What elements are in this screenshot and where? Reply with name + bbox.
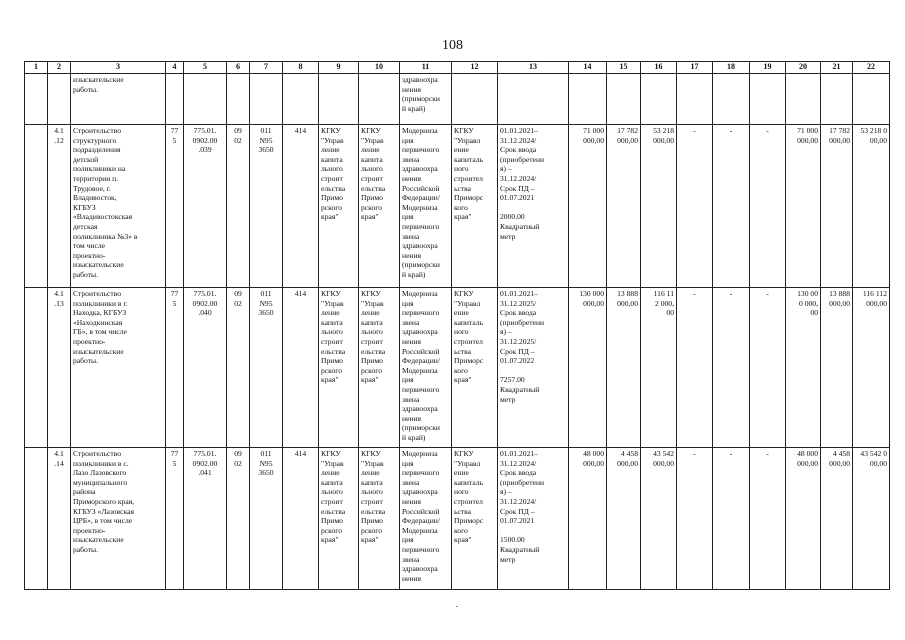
table-cell: 53 218 0 00,00	[853, 125, 890, 288]
table-cell: 130 000 000,00	[569, 288, 607, 448]
table-cell: здравоохра нения (приморски й край)	[400, 74, 452, 125]
table-cell: -	[750, 288, 786, 448]
table-cell: КГКУ "Управ ление капита льного строит ельства Примо рского края"	[359, 125, 400, 288]
table-cell: 414	[283, 448, 319, 590]
header-cell: 12	[452, 62, 498, 74]
header-cell: 21	[821, 62, 853, 74]
header-cell: 15	[607, 62, 641, 74]
table-cell: -	[713, 448, 750, 590]
table-row	[25, 288, 890, 448]
table-cell	[250, 74, 283, 125]
table-cell: -	[677, 448, 713, 590]
table-cell	[853, 74, 890, 125]
header-cell: 6	[227, 62, 250, 74]
table-cell: 01.01.2021– 31.12.2024/ Срок ввода (приобретени я) – 31.12.2024/ Срок ПД – 01.07.2021 2000.00 Квадратный метр	[498, 125, 569, 288]
table-cell: -	[713, 288, 750, 448]
table-cell: 775.01. 0902.00 .041	[184, 448, 227, 590]
table-cell	[569, 74, 607, 125]
header-cell: 13	[498, 62, 569, 74]
table-body	[25, 74, 890, 590]
table-cell	[25, 288, 48, 448]
table-cell: 09 02	[227, 288, 250, 448]
header-cell: 14	[569, 62, 607, 74]
table-cell: Модерниза ция первичного звена здравоохра нения Российской Федерации/ Модерниза ция первичного звена здравоохра нения (приморски й край)	[400, 288, 452, 448]
header-cell: 22	[853, 62, 890, 74]
table-cell: КГКУ "Управ ление капита льного строит ельства Примо рского края"	[359, 288, 400, 448]
table-cell	[821, 74, 853, 125]
table-cell	[677, 74, 713, 125]
table-cell: КГКУ "Управ ление капита льного строит ельства Примо рского края"	[319, 125, 359, 288]
table-cell: 414	[283, 125, 319, 288]
table-cell	[319, 74, 359, 125]
table-row	[25, 125, 890, 288]
table-cell: 17 782 000,00	[821, 125, 853, 288]
table-cell: 77 5	[166, 288, 184, 448]
table-cell: 43 542 0 00,00	[853, 448, 890, 590]
table-cell: Строительство поликлиники в г. Находка, КГБУЗ «Находкинская ГБ», в том числе проектно- изыскательские работы.	[71, 288, 166, 448]
table-row	[25, 74, 890, 125]
table-cell: Модерниза ция первичного звена здравоохра нения Российской Федерации/ Модерниза ция первичного звена здравоохра нения	[400, 448, 452, 590]
budget-table	[24, 61, 890, 590]
header-cell: 2	[48, 62, 71, 74]
table-cell	[750, 74, 786, 125]
table-cell: Строительство структурного подразделения детской поликлиники на территории п. Трудовое, г. Владивосток, КГБУЗ «Владивостокская детская поликлиника №3» в том числе проектно- изыскательские работы.	[71, 125, 166, 288]
table-cell: 775.01. 0902.00 .039	[184, 125, 227, 288]
table-cell: 53 218 000,00	[641, 125, 677, 288]
table-cell: КГКУ "Управ ление капита льного строит ельства Примо рского края"	[319, 448, 359, 590]
table-cell: -	[677, 288, 713, 448]
table-cell: 011 N95 3650	[250, 125, 283, 288]
table-cell	[25, 125, 48, 288]
scan-artifact	[456, 606, 458, 607]
header-row	[25, 62, 890, 74]
table-cell: 17 782 000,00	[607, 125, 641, 288]
header-cell: 7	[250, 62, 283, 74]
table-cell	[166, 74, 184, 125]
table-cell: 4.1 .14	[48, 448, 71, 590]
table-cell	[498, 74, 569, 125]
header-cell: 9	[319, 62, 359, 74]
table-cell	[25, 74, 48, 125]
table-cell	[641, 74, 677, 125]
table-cell: 09 02	[227, 125, 250, 288]
table-cell: КГКУ "Управ ление капита льного строит ельства Примо рского края"	[359, 448, 400, 590]
header-cell: 10	[359, 62, 400, 74]
table-cell	[283, 74, 319, 125]
table-cell: -	[750, 125, 786, 288]
table-cell	[227, 74, 250, 125]
table-cell: 71 000 000,00	[786, 125, 821, 288]
table-cell: 48 000 000,00	[569, 448, 607, 590]
table-cell: 13 888 000,00	[607, 288, 641, 448]
table-cell: КГКУ "Управ ление капита льного строит ельства Примо рского края"	[319, 288, 359, 448]
table-cell: 011 N95 3650	[250, 288, 283, 448]
table-cell: 4 458 000,00	[607, 448, 641, 590]
table-cell: изыскательские работы.	[71, 74, 166, 125]
table-cell: Строительство поликлиники в с. Лазо Лазовского муниципального района Приморского края, КГБУЗ «Лазовская ЦРБ», в том числе проектно- изыскательские работы.	[71, 448, 166, 590]
table-cell: КГКУ "Управл ение капиталь ного строител ьства Приморс кого края"	[452, 448, 498, 590]
table-cell: 77 5	[166, 125, 184, 288]
table-cell	[25, 448, 48, 590]
table-cell: 4.1 .12	[48, 125, 71, 288]
table-cell	[607, 74, 641, 125]
table-cell: 09 02	[227, 448, 250, 590]
table-cell: 775.01. 0902.00 .040	[184, 288, 227, 448]
table-cell	[184, 74, 227, 125]
table-cell	[359, 74, 400, 125]
header-cell: 17	[677, 62, 713, 74]
table-cell	[48, 74, 71, 125]
table-cell: Модерниза ция первичного звена здравоохра нения Российской Федерации/ Модерниза ция первичного звена здравоохра нения (приморски й край)	[400, 125, 452, 288]
table-cell: 01.01.2021– 31.12.2025/ Срок ввода (приобретени я) – 31.12.2025/ Срок ПД – 01.07.2022 7257.00 Квадратный метр	[498, 288, 569, 448]
table-cell: 4 458 000,00	[821, 448, 853, 590]
table-cell: 011 N95 3650	[250, 448, 283, 590]
table-cell: 414	[283, 288, 319, 448]
table-cell	[713, 74, 750, 125]
table-cell: -	[750, 448, 786, 590]
table-cell	[786, 74, 821, 125]
table-cell: 4.1 .13	[48, 288, 71, 448]
header-cell: 19	[750, 62, 786, 74]
table-cell	[452, 74, 498, 125]
table-row	[25, 448, 890, 590]
header-cell: 5	[184, 62, 227, 74]
table-cell: 71 000 000,00	[569, 125, 607, 288]
table-cell: 48 000 000,00	[786, 448, 821, 590]
table-cell: 116 11 2 000, 00	[641, 288, 677, 448]
header-cell: 18	[713, 62, 750, 74]
header-cell: 4	[166, 62, 184, 74]
table-cell: КГКУ "Управл ение капиталь ного строител ьства Приморс кого края"	[452, 288, 498, 448]
header-cell: 11	[400, 62, 452, 74]
table-cell: 43 542 000,00	[641, 448, 677, 590]
page-number: 108	[442, 38, 463, 53]
table-cell: 13 888 000,00	[821, 288, 853, 448]
table-cell: -	[677, 125, 713, 288]
header-cell: 3	[71, 62, 166, 74]
table-cell: -	[713, 125, 750, 288]
table-cell: КГКУ "Управл ение капиталь ного строител ьства Приморс кого края"	[452, 125, 498, 288]
header-cell: 16	[641, 62, 677, 74]
table-cell: 116 112 000,00	[853, 288, 890, 448]
header-cell: 1	[25, 62, 48, 74]
table-cell: 130 00 0 000, 00	[786, 288, 821, 448]
table-cell: 77 5	[166, 448, 184, 590]
header-cell: 8	[283, 62, 319, 74]
header-cell: 20	[786, 62, 821, 74]
table-cell: 01.01.2021– 31.12.2024/ Срок ввода (приобретени я) – 31.12.2024/ Срок ПД – 01.07.2021 1500.00 Квадратный метр	[498, 448, 569, 590]
